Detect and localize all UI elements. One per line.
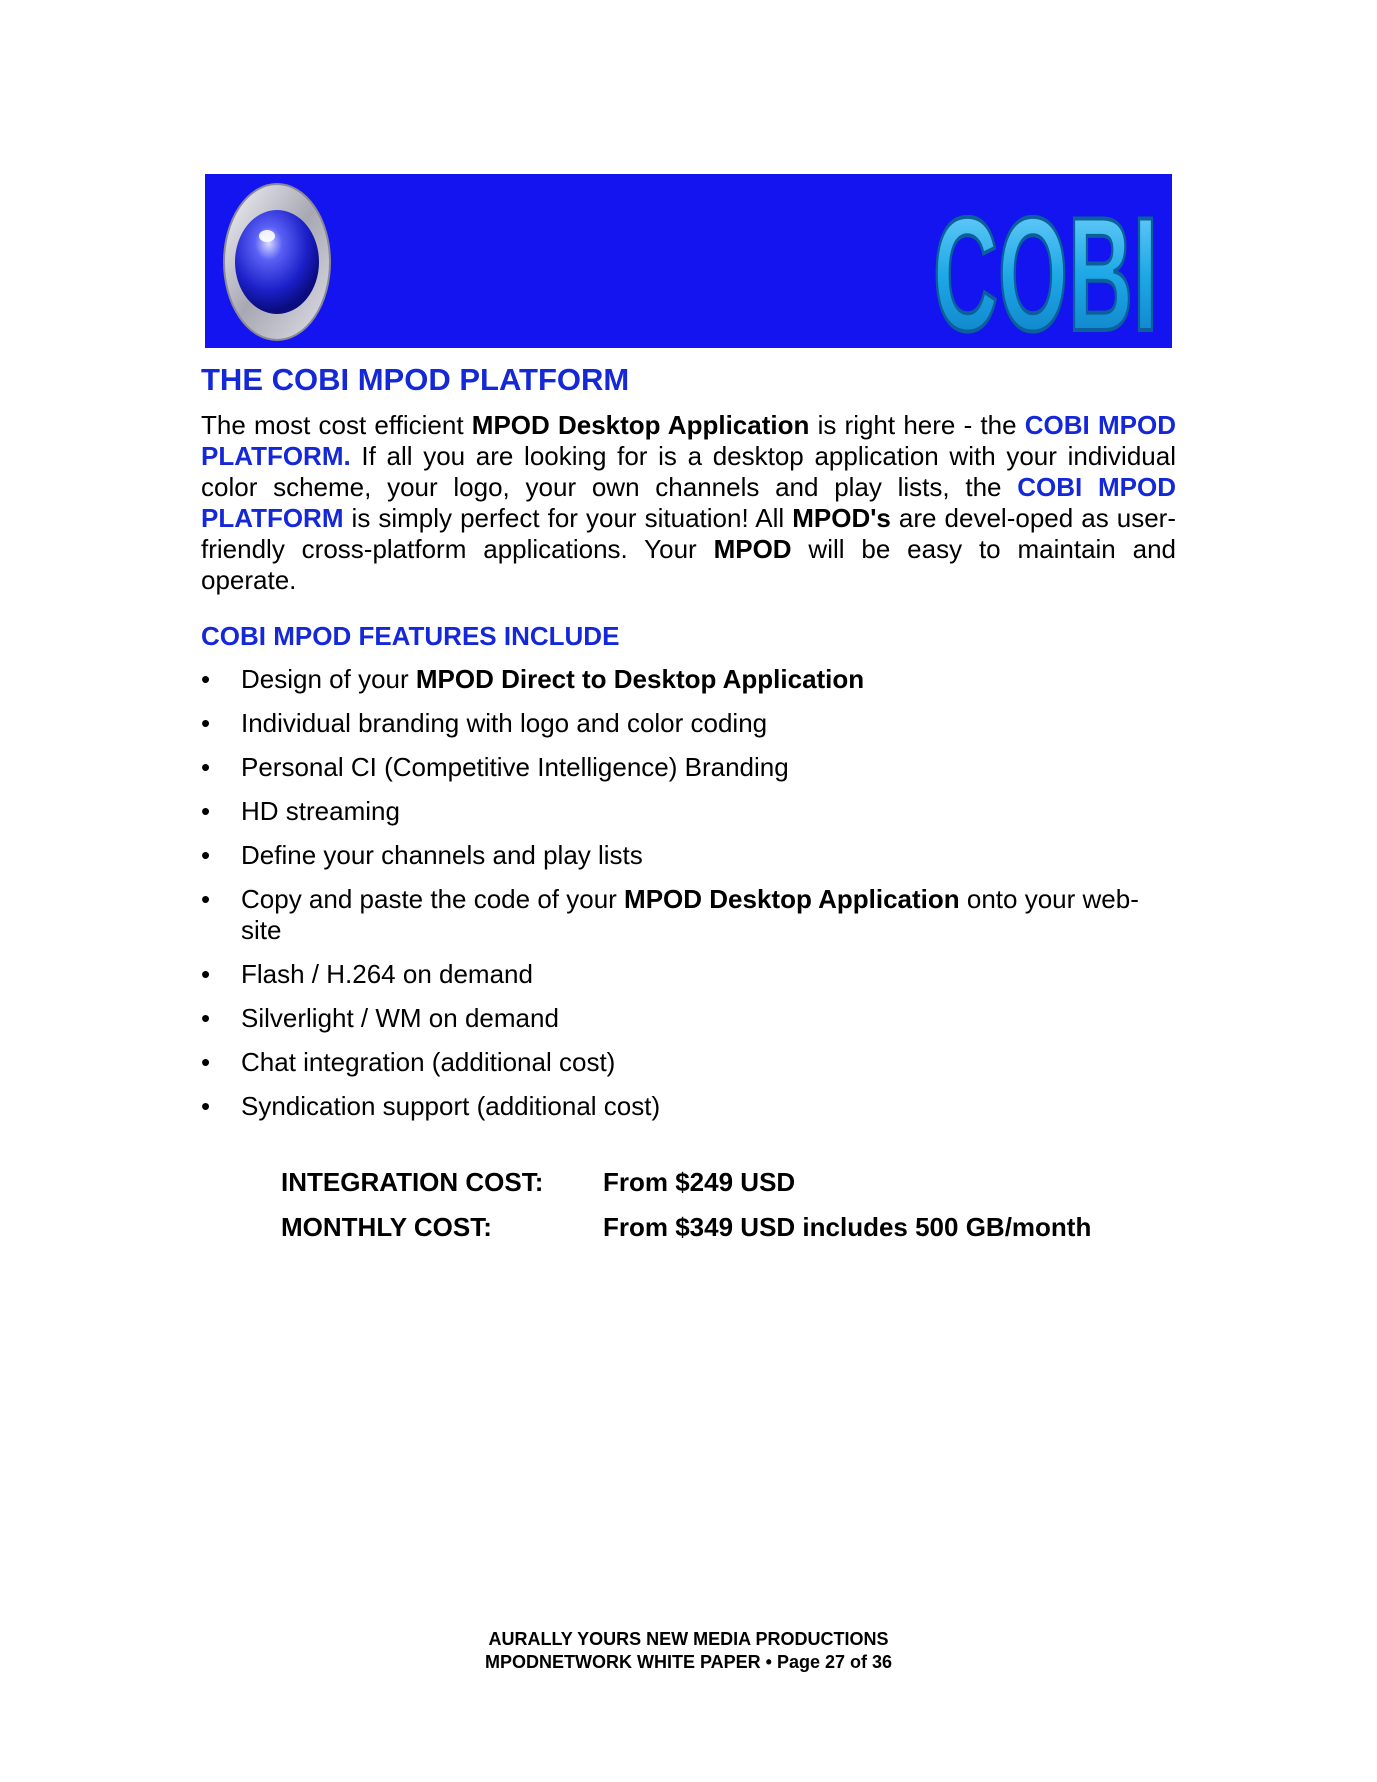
intro-paragraph: The most cost efficient MPOD Desktop Application is right here - the COBI MPOD PLATFORM. If all you are looking for is a desktop application with your individual color scheme, your logo, your own channels and play lists, the COBI MPOD PLATFORM is simply perfect for your situation! All MPOD's are devel-oped as user-friendly cross-platform applications. Your MPOD will be easy to maintain and operate. [201, 410, 1177, 595]
banner-graphic [205, 174, 1172, 365]
page-title: THE COBI MPOD PLATFORM [201, 362, 630, 397]
list-item: • Personal CI (Competitive Intelligence) Branding [201, 752, 789, 782]
features-list [201, 664, 1176, 1135]
page-footer [0, 1628, 1377, 1674]
monthly-cost-value: From $349 USD includes 500 GB/month [603, 1212, 1092, 1242]
list-item: • Design of your MPOD Direct to Desktop Application [201, 664, 865, 694]
list-item: • Chat integration (additional cost) [201, 1047, 616, 1077]
list-item: • Define your channels and play lists [201, 840, 643, 870]
list-item: • HD streaming [201, 796, 400, 826]
cobi-logo-text: COBI [933, 184, 1158, 365]
cobi-banner [205, 174, 1172, 365]
list-item: • Silverlight / WM on demand [201, 1003, 559, 1033]
list-item: • Individual branding with logo and color coding [201, 708, 768, 738]
features-heading: COBI MPOD FEATURES INCLUDE [201, 621, 620, 651]
integration-cost-value: From $249 USD [603, 1167, 796, 1197]
list-item: • Copy and paste the code of your MPOD Desktop Application onto your web-site [201, 884, 1139, 945]
list-item: • Syndication support (additional cost) [201, 1091, 661, 1121]
integration-cost-label: INTEGRATION COST: [281, 1167, 544, 1197]
list-item: • Flash / H.264 on demand [201, 959, 533, 989]
footer-company: AURALLY YOURS NEW MEDIA PRODUCTIONS [488, 1629, 889, 1649]
footer-page-number: MPODNETWORK WHITE PAPER • Page 27 of 36 [484, 1652, 893, 1672]
orb-logo-icon [224, 184, 330, 340]
monthly-cost-label: MONTHLY COST: [281, 1212, 492, 1242]
